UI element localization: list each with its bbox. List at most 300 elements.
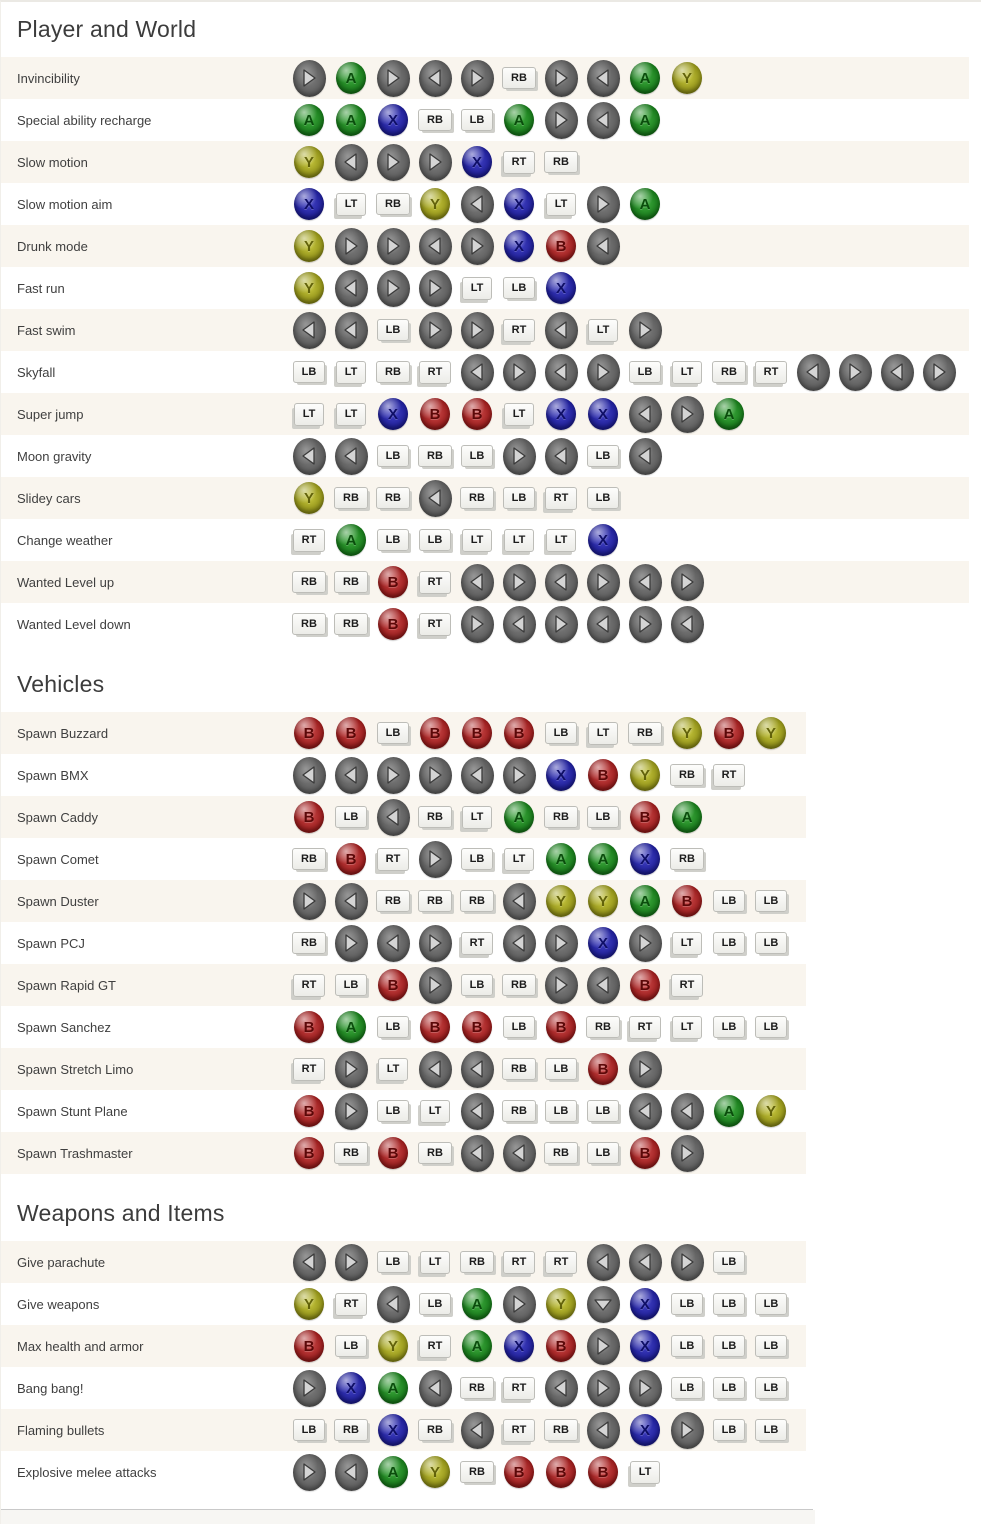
dpad-left-icon <box>335 144 368 181</box>
button-sequence <box>288 925 792 962</box>
rb-key-icon: RB <box>292 571 326 593</box>
lb-key-icon: LB <box>293 361 326 383</box>
lt-key-icon: LT <box>588 722 619 745</box>
button-slot <box>624 438 666 475</box>
button-slot <box>708 1016 750 1038</box>
button-slot <box>540 529 582 552</box>
button-slot <box>288 312 330 349</box>
button-slot <box>456 1377 498 1399</box>
button-slot <box>456 1051 498 1088</box>
lb-key-icon: LB <box>671 1293 704 1315</box>
xbox-y-button-icon: Y <box>672 62 702 94</box>
button-slot <box>498 717 540 749</box>
button-slot <box>582 1286 624 1323</box>
lb-key-icon: LB <box>461 445 494 467</box>
button-slot <box>624 606 666 643</box>
button-slot <box>582 186 624 223</box>
lb-key-icon: LB <box>545 722 578 744</box>
cheat-name-label: Spawn Buzzard <box>17 725 109 741</box>
button-slot <box>498 104 540 136</box>
lb-key-icon: LB <box>755 1293 788 1315</box>
button-slot <box>288 1330 330 1362</box>
button-slot <box>414 717 456 749</box>
button-slot <box>288 932 330 954</box>
lt-key-icon: LT <box>420 1100 451 1123</box>
cheat-row <box>1 477 969 519</box>
button-sequence <box>288 228 624 265</box>
button-slot <box>330 1419 372 1441</box>
button-slot <box>498 1135 540 1172</box>
button-slot <box>330 1142 372 1164</box>
lt-key-icon: LT <box>462 806 493 829</box>
cheat-row <box>1 309 969 351</box>
lt-key-icon: LT <box>504 848 535 871</box>
button-sequence <box>288 312 666 349</box>
dpad-right-icon <box>419 312 452 349</box>
button-slot <box>582 722 624 745</box>
cheat-name-label: Spawn Caddy <box>17 809 98 825</box>
dpad-left-icon <box>503 925 536 962</box>
xbox-a-button-icon: A <box>630 885 660 917</box>
button-slot <box>288 361 330 383</box>
button-slot <box>288 757 330 794</box>
button-slot <box>666 932 708 955</box>
dpad-left-icon <box>545 1370 578 1407</box>
button-slot <box>372 445 414 467</box>
button-sequence <box>288 270 582 307</box>
xbox-x-button-icon: X <box>630 1288 660 1320</box>
button-sequence <box>288 102 666 139</box>
button-slot <box>414 841 456 878</box>
lb-key-icon: LB <box>335 1335 368 1357</box>
button-slot <box>414 890 456 912</box>
dpad-left-icon <box>671 606 704 643</box>
xbox-b-button-icon: B <box>672 885 702 917</box>
dpad-left-icon <box>671 1093 704 1130</box>
button-slot <box>498 487 540 509</box>
dpad-left-icon <box>293 1244 326 1281</box>
button-slot <box>540 722 582 744</box>
button-slot <box>330 1335 372 1357</box>
cheat-row <box>1 435 969 477</box>
button-slot <box>708 890 750 912</box>
button-slot <box>288 613 330 635</box>
xbox-x-button-icon: X <box>630 843 660 875</box>
xbox-a-button-icon: A <box>588 843 618 875</box>
xbox-x-button-icon: X <box>336 1372 366 1404</box>
cheat-name-label: Slidey cars <box>17 490 81 506</box>
cheat-row <box>1 1132 806 1174</box>
rt-key-icon: RT <box>419 1335 452 1358</box>
lt-key-icon: LT <box>672 361 703 384</box>
xbox-a-button-icon: A <box>336 1011 366 1043</box>
button-slot <box>372 487 414 509</box>
button-slot <box>666 1412 708 1449</box>
lb-key-icon: LB <box>587 1100 620 1122</box>
lb-key-icon: LB <box>377 722 410 744</box>
cheat-name-label: Spawn Stretch Limo <box>17 1061 134 1077</box>
cheat-row <box>1 1451 806 1493</box>
button-slot <box>708 717 750 749</box>
rb-key-icon: RB <box>502 1100 536 1122</box>
xbox-y-button-icon: Y <box>378 1330 408 1362</box>
button-slot <box>414 1293 456 1315</box>
dpad-right-icon <box>629 312 662 349</box>
cheat-row <box>1 351 969 393</box>
button-slot <box>414 613 456 636</box>
dpad-left-icon <box>545 564 578 601</box>
button-slot <box>288 1244 330 1281</box>
button-slot <box>456 890 498 912</box>
button-slot <box>414 1142 456 1164</box>
button-slot <box>414 757 456 794</box>
button-slot <box>708 1095 750 1127</box>
dpad-left-icon <box>503 606 536 643</box>
xbox-b-button-icon: B <box>588 759 618 791</box>
lb-key-icon: LB <box>587 487 620 509</box>
button-slot <box>666 974 708 997</box>
dpad-left-icon <box>419 228 452 265</box>
dpad-left-icon <box>797 354 830 391</box>
lt-key-icon: LT <box>336 403 367 426</box>
button-slot <box>456 487 498 509</box>
dpad-left-icon <box>461 564 494 601</box>
button-slot <box>288 1454 330 1491</box>
cheat-row <box>1 57 969 99</box>
button-slot <box>540 925 582 962</box>
button-slot <box>372 1016 414 1038</box>
button-slot <box>498 1419 540 1442</box>
button-slot <box>498 1058 540 1080</box>
button-slot <box>582 1100 624 1122</box>
lb-key-icon: LB <box>545 1100 578 1122</box>
xbox-b-button-icon: B <box>630 969 660 1001</box>
button-slot <box>288 529 330 552</box>
cheat-row <box>1 267 969 309</box>
rb-key-icon: RB <box>418 109 452 131</box>
button-slot <box>456 1135 498 1172</box>
button-sequence <box>288 186 666 223</box>
button-slot <box>330 717 372 749</box>
rt-key-icon: RT <box>293 529 326 552</box>
button-slot <box>540 1419 582 1441</box>
lb-key-icon: LB <box>755 1016 788 1038</box>
dpad-left-icon <box>461 1135 494 1172</box>
cheat-name-label: Spawn Trashmaster <box>17 1145 133 1161</box>
rb-key-icon: RB <box>628 722 662 744</box>
button-sequence <box>288 967 708 1004</box>
button-slot <box>624 396 666 433</box>
button-slot <box>624 1016 666 1039</box>
dpad-left-icon <box>335 1454 368 1491</box>
dpad-right-icon <box>629 1051 662 1088</box>
button-slot <box>372 60 414 97</box>
button-slot <box>456 529 498 552</box>
button-slot <box>330 312 372 349</box>
xbox-x-button-icon: X <box>546 398 576 430</box>
dpad-right-icon <box>377 144 410 181</box>
rt-key-icon: RT <box>713 764 746 787</box>
xbox-b-button-icon: B <box>294 1137 324 1169</box>
button-slot <box>498 1100 540 1122</box>
button-slot <box>330 438 372 475</box>
dpad-right-icon <box>503 1286 536 1323</box>
button-slot <box>414 480 456 517</box>
button-sequence <box>288 799 708 836</box>
xbox-b-button-icon: B <box>630 1137 660 1169</box>
lb-key-icon: LB <box>755 1377 788 1399</box>
button-slot <box>372 848 414 871</box>
dpad-left-icon <box>377 1286 410 1323</box>
dpad-left-icon <box>377 799 410 836</box>
section-title: Player and World <box>17 16 197 42</box>
button-slot <box>456 60 498 97</box>
button-sequence <box>288 438 666 475</box>
button-slot <box>582 806 624 828</box>
button-slot <box>498 1016 540 1038</box>
xbox-a-button-icon: A <box>672 801 702 833</box>
rb-key-icon: RB <box>460 487 494 509</box>
button-slot <box>330 1051 372 1088</box>
button-slot <box>624 1288 666 1320</box>
rt-key-icon: RT <box>545 487 578 510</box>
button-slot <box>456 312 498 349</box>
button-slot <box>750 932 792 954</box>
button-slot <box>414 925 456 962</box>
button-slot <box>750 1293 792 1315</box>
xbox-x-button-icon: X <box>630 1330 660 1362</box>
button-slot <box>708 398 750 430</box>
rb-key-icon: RB <box>544 151 578 173</box>
dpad-right-icon <box>545 60 578 97</box>
xbox-y-button-icon: Y <box>546 1288 576 1320</box>
dpad-right-icon <box>335 1051 368 1088</box>
button-slot <box>372 319 414 341</box>
button-slot <box>288 1095 330 1127</box>
button-slot <box>456 757 498 794</box>
button-slot <box>372 925 414 962</box>
button-slot <box>288 403 330 426</box>
button-slot <box>330 144 372 181</box>
dpad-right-icon <box>629 925 662 962</box>
xbox-b-button-icon: B <box>378 608 408 640</box>
cheat-row <box>1 1367 806 1409</box>
cheat-row <box>1 1006 806 1048</box>
cheat-row <box>1 964 806 1006</box>
button-slot <box>624 1244 666 1281</box>
button-slot <box>666 848 708 870</box>
rt-key-icon: RT <box>671 974 704 997</box>
lb-key-icon: LB <box>671 1377 704 1399</box>
button-slot <box>456 445 498 467</box>
dpad-right-icon <box>377 228 410 265</box>
rt-key-icon: RT <box>419 361 452 384</box>
xbox-b-button-icon: B <box>630 801 660 833</box>
dpad-left-icon <box>293 757 326 794</box>
xbox-y-button-icon: Y <box>630 759 660 791</box>
dpad-left-icon <box>377 925 410 962</box>
xbox-b-button-icon: B <box>588 1053 618 1085</box>
cheat-name-label: Fast run <box>17 280 65 296</box>
cheat-row <box>1 838 806 880</box>
rt-key-icon: RT <box>335 1293 368 1316</box>
button-slot <box>582 1328 624 1365</box>
rb-key-icon: RB <box>292 932 326 954</box>
button-slot <box>372 1100 414 1122</box>
lb-key-icon: LB <box>377 445 410 467</box>
button-slot <box>414 445 456 467</box>
button-slot <box>540 487 582 510</box>
rb-key-icon: RB <box>460 1251 494 1273</box>
rt-key-icon: RT <box>461 932 494 955</box>
button-slot <box>414 571 456 594</box>
button-slot <box>582 843 624 875</box>
button-slot <box>624 759 666 791</box>
button-slot <box>750 1095 792 1127</box>
button-slot <box>372 1251 414 1273</box>
button-slot <box>414 60 456 97</box>
rb-key-icon: RB <box>460 1377 494 1399</box>
lb-key-icon: LB <box>503 1016 536 1038</box>
button-slot <box>414 361 456 384</box>
button-sequence <box>288 841 708 878</box>
dpad-left-icon <box>335 883 368 920</box>
button-slot <box>456 932 498 955</box>
button-slot <box>288 1058 330 1081</box>
rt-key-icon: RT <box>293 1058 326 1081</box>
rt-key-icon: RT <box>293 974 326 997</box>
button-slot <box>498 1377 540 1400</box>
xbox-a-button-icon: A <box>504 104 534 136</box>
button-slot <box>624 1414 666 1446</box>
dpad-left-icon <box>335 757 368 794</box>
xbox-a-button-icon: A <box>336 62 366 94</box>
button-slot <box>288 230 330 262</box>
button-slot <box>708 764 750 787</box>
button-slot <box>666 62 708 94</box>
button-slot <box>498 1456 540 1488</box>
xbox-a-button-icon: A <box>504 801 534 833</box>
button-slot <box>624 104 666 136</box>
lb-key-icon: LB <box>461 109 494 131</box>
cheat-name-label: Invincibility <box>17 70 80 86</box>
button-slot <box>582 319 624 342</box>
button-slot <box>750 890 792 912</box>
dpad-right-icon <box>671 1135 704 1172</box>
button-slot <box>540 398 582 430</box>
lb-key-icon: LB <box>713 1419 746 1441</box>
xbox-a-button-icon: A <box>294 104 324 136</box>
button-slot <box>498 403 540 426</box>
xbox-y-button-icon: Y <box>294 272 324 304</box>
button-slot <box>750 1335 792 1357</box>
cheat-name-label: Spawn Rapid GT <box>17 977 116 993</box>
rb-key-icon: RB <box>418 806 452 828</box>
xbox-x-button-icon: X <box>462 146 492 178</box>
lt-key-icon: LT <box>672 1016 703 1039</box>
button-slot <box>498 1330 540 1362</box>
button-slot <box>456 848 498 870</box>
dpad-right-icon <box>587 564 620 601</box>
button-slot <box>624 1370 666 1407</box>
xbox-b-button-icon: B <box>294 717 324 749</box>
xbox-x-button-icon: X <box>378 398 408 430</box>
xbox-a-button-icon: A <box>714 398 744 430</box>
rb-key-icon: RB <box>460 1461 494 1483</box>
button-slot <box>624 1093 666 1130</box>
xbox-b-button-icon: B <box>336 717 366 749</box>
cheat-name-label: Fast swim <box>17 322 76 338</box>
dpad-down-icon <box>587 1286 620 1323</box>
dpad-right-icon <box>503 564 536 601</box>
button-slot <box>456 1288 498 1320</box>
cheat-name-label: Spawn Stunt Plane <box>17 1103 128 1119</box>
dpad-right-icon <box>461 60 494 97</box>
button-slot <box>372 722 414 744</box>
button-slot <box>582 759 624 791</box>
cheat-name-label: Max health and armor <box>17 1338 144 1354</box>
xbox-a-button-icon: A <box>378 1456 408 1488</box>
button-slot <box>540 1100 582 1122</box>
dpad-left-icon <box>419 1051 452 1088</box>
rb-key-icon: RB <box>334 571 368 593</box>
button-slot <box>708 1377 750 1399</box>
button-slot <box>666 1016 708 1039</box>
xbox-a-button-icon: A <box>546 843 576 875</box>
lb-key-icon: LB <box>755 890 788 912</box>
button-slot <box>372 969 414 1001</box>
button-slot <box>456 1412 498 1449</box>
button-sequence <box>288 1135 708 1172</box>
dpad-left-icon <box>629 438 662 475</box>
dpad-right-icon <box>923 354 956 391</box>
cheat-name-label: Drunk mode <box>17 238 88 254</box>
dpad-left-icon <box>587 228 620 265</box>
cheat-name-label: Flaming bullets <box>17 1422 105 1438</box>
lb-key-icon: LB <box>377 319 410 341</box>
button-sequence <box>288 1011 792 1043</box>
button-sequence <box>288 1454 666 1491</box>
xbox-b-button-icon: B <box>462 398 492 430</box>
cheat-row <box>1 99 969 141</box>
cheat-name-label: Super jump <box>17 406 84 422</box>
button-sequence <box>288 1370 792 1407</box>
button-slot <box>456 277 498 300</box>
dpad-right-icon <box>503 757 536 794</box>
button-slot <box>414 1370 456 1407</box>
xbox-x-button-icon: X <box>504 1330 534 1362</box>
button-slot <box>624 62 666 94</box>
cheat-name-label: Change weather <box>17 532 113 548</box>
rb-key-icon: RB <box>334 1142 368 1164</box>
dpad-left-icon <box>587 60 620 97</box>
dpad-left-icon <box>587 1412 620 1449</box>
lb-key-icon: LB <box>461 974 494 996</box>
dpad-left-icon <box>461 354 494 391</box>
rt-key-icon: RT <box>419 571 452 594</box>
lb-key-icon: LB <box>503 277 536 299</box>
rb-key-icon: RB <box>670 764 704 786</box>
button-slot <box>372 144 414 181</box>
button-slot <box>624 1137 666 1169</box>
button-slot <box>624 969 666 1001</box>
dpad-right-icon <box>335 228 368 265</box>
dpad-right-icon <box>671 564 704 601</box>
button-slot <box>330 757 372 794</box>
dpad-left-icon <box>461 757 494 794</box>
button-slot <box>330 613 372 635</box>
xbox-b-button-icon: B <box>336 843 366 875</box>
